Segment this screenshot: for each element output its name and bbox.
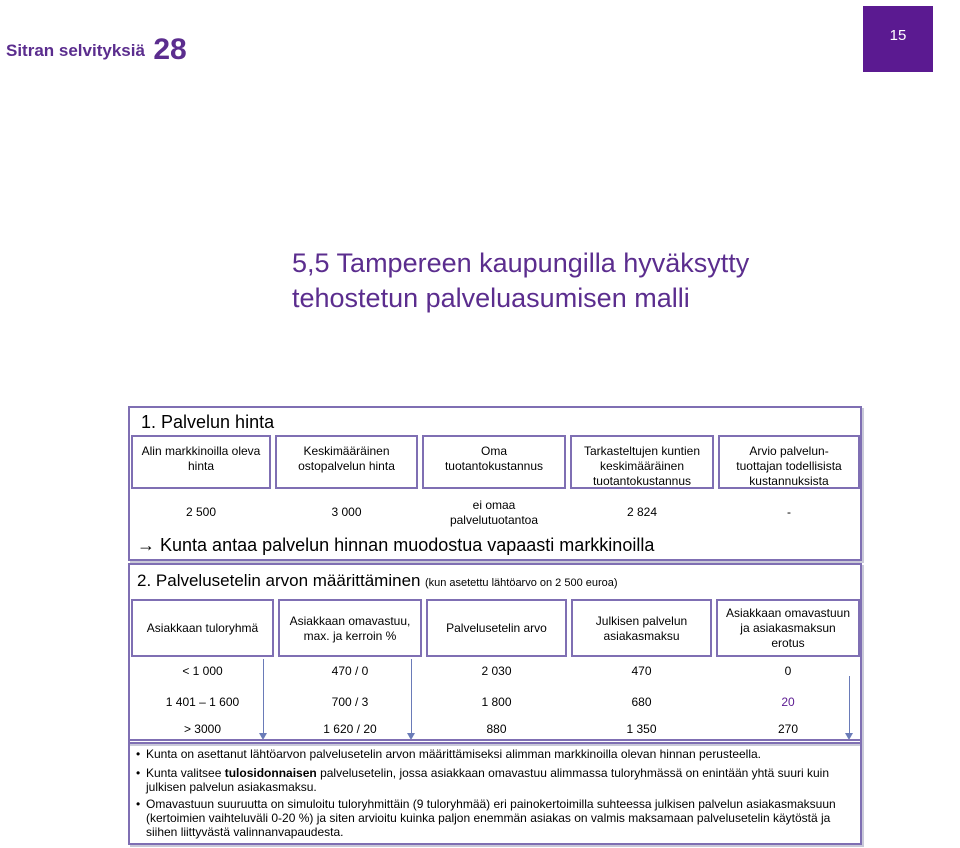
bullet-text-3: Omavastuun suuruutta on simuloitu tuloryhmittäin (9 tuloryhmää) eri painokertoimilla suhteessa julkisen palvelun asiakasmaksuun (kertoimien vaihteluväli 0-20 %) ja siten arvioitu kuinka paljon enemmän asiakas on valmis maksamaan palvelusetelin käytöstä ja siihen liittyvästä valinnanvapaudesta. <box>146 797 836 839</box>
s1-conclusion <box>137 535 654 556</box>
bullet-item-3 <box>136 797 854 839</box>
page-number-box <box>863 6 933 72</box>
s1-header-cell-2 <box>275 435 418 489</box>
s2-r2-c5: 20 <box>781 695 795 709</box>
bullet-icon: • <box>136 797 141 811</box>
page-title-line1: 5,5 Tampereen kaupungilla hyväksytty <box>292 248 750 278</box>
down-arrow-shaft-2 <box>411 659 412 734</box>
section1-title: 1. Palvelun hinta <box>141 412 275 432</box>
page-title <box>292 246 749 316</box>
section2-title-text: 2. Palvelusetelin arvon määrittäminen <box>137 571 421 590</box>
s1-col4-line1: Tarkasteltujen kuntien <box>583 444 701 458</box>
s1-col1-line1: Alin markkinoilla oleva <box>141 444 261 458</box>
bullet-text-2-bold: tulosidonnaisen <box>224 766 317 780</box>
s2-r1-c1: < 1 000 <box>182 664 223 678</box>
s2-r3-c5: 270 <box>777 722 799 736</box>
down-arrow-shaft-1 <box>263 659 264 734</box>
s1-col4-line2: keskimääräinen <box>599 459 685 473</box>
s2-r1-c3: 2 030 <box>481 664 512 678</box>
s2-r3-c2: 1 620 / 20 <box>323 722 377 736</box>
s2-col4-line2: asiakasmaksu <box>603 629 680 643</box>
s1-col2-line1: Keskimääräinen <box>303 444 390 458</box>
bullet-text-2-post: palvelusetelin, jossa asiakkaan omavastuu alimmassa tuloryhmässä on enintään yhtä suuri kuin julkisen palvelun asiakasmaksu. <box>146 766 830 794</box>
s2-header-cell-4 <box>571 599 712 657</box>
s1-value-1: 2 500 <box>185 505 217 519</box>
s1-col1-line2: hinta <box>187 459 215 473</box>
s2-col2-line2: max. ja kerroin % <box>303 629 397 643</box>
s2-col5-line2: ja asiakasmaksun <box>740 621 836 635</box>
s2-r3-c4: 1 350 <box>626 722 657 736</box>
s1-header-cell-4 <box>570 435 714 489</box>
s2-r1-c2: 470 / 0 <box>331 664 369 678</box>
s1-value-3-line2: palvelutuotantoa <box>449 513 539 527</box>
s2-r1-c4: 470 <box>631 664 652 678</box>
s1-conclusion-text: Kunta antaa palvelun hinnan muodostua vapaasti markkinoilla <box>160 535 655 555</box>
bullet-icon: • <box>136 766 141 780</box>
s1-col4-line3: tuotantokustannus <box>592 474 692 488</box>
s1-header-cell-5 <box>718 435 860 489</box>
bullet-icon: • <box>136 747 141 761</box>
s2-r3-c1: > 3000 <box>183 722 222 736</box>
down-arrow-shaft-3 <box>849 676 850 734</box>
bullet-item-1 <box>136 747 854 761</box>
s2-header-cell-5 <box>716 599 860 657</box>
s2-col5-line3: erotus <box>771 636 805 650</box>
s1-value-3 <box>422 498 566 528</box>
arrow-right-icon: → <box>137 535 155 555</box>
s1-value-2: 3 000 <box>331 505 362 519</box>
page-number: 15 <box>889 27 907 44</box>
bullet-item-2 <box>136 766 854 794</box>
s1-col3-line1: Oma <box>480 444 507 458</box>
s2-r1-c5: 0 <box>784 664 792 678</box>
s1-header-cell-3 <box>422 435 566 489</box>
s1-col5-line3: kustannuksista <box>749 474 829 488</box>
series-title <box>6 30 187 64</box>
series-name: Sitran selvityksiä <box>6 41 145 60</box>
section2-note: (kun asetettu lähtöarvo on 2 500 euroa) <box>424 577 618 589</box>
s1-value-5: - <box>787 505 791 519</box>
s2-r3-c3: 880 <box>486 722 507 736</box>
s1-header-cell-1 <box>131 435 271 489</box>
bullet-text-2-pre: Kunta valitsee <box>146 766 225 780</box>
section2-title <box>137 571 618 591</box>
bullet-text-2 <box>136 766 854 794</box>
s1-value-3-line1: ei omaa <box>472 498 516 512</box>
s2-header-cell-2 <box>278 599 422 657</box>
s1-value-4: 2 824 <box>626 505 658 519</box>
s2-col5-line1: Asiakkaan omavastuun <box>725 606 851 620</box>
s1-col2-line2: ostopalvelun hinta <box>298 459 395 473</box>
series-number: 28 <box>153 33 187 66</box>
s2-col2-line1: Asiakkaan omavastuu, <box>289 614 411 628</box>
s2-col4-line1: Julkisen palvelun <box>595 614 688 628</box>
s2-col1-line1: Asiakkaan tuloryhmä <box>146 621 259 635</box>
s2-col3-line1: Palvelusetelin arvo <box>446 621 547 635</box>
s1-col5-line2: tuottajan todellisista <box>736 459 842 473</box>
s2-header-cell-1 <box>131 599 274 657</box>
s2-header-cell-3 <box>426 599 567 657</box>
s1-col5-line1: Arvio palvelun- <box>749 444 829 458</box>
s2-r2-c4: 680 <box>631 695 652 709</box>
page-title-line2: tehostetun palveluasumisen malli <box>292 283 690 313</box>
s2-r2-c1: 1 401 – 1 600 <box>165 695 240 709</box>
s1-col3-line2: tuotantokustannus <box>444 459 544 473</box>
bullet-text-1: Kunta on asettanut lähtöarvon palvelusetelin arvon määrittämiseksi alimman markkinoilla olevan hinnan perusteella. <box>146 747 762 761</box>
s2-r2-c3: 1 800 <box>481 695 512 709</box>
s2-r2-c2: 700 / 3 <box>331 695 369 709</box>
